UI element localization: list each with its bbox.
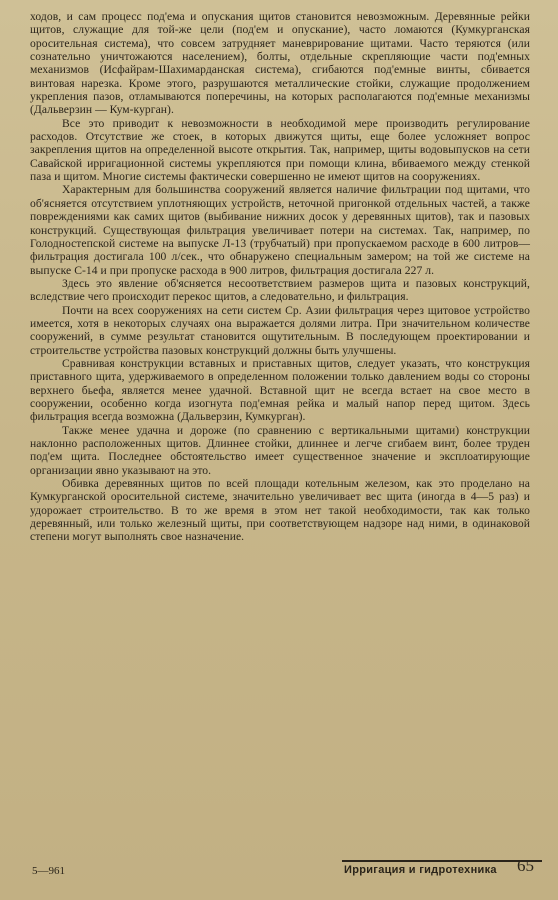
paragraph-4: Здесь это явление об'ясняется несоответствием размеров щита и пазовых конструкций, вследствие чего происходит перекос щитов, а следовательно, и фильтрация.	[30, 276, 530, 304]
paragraph-3: Характерным для большинства сооружений является наличие фильтрации под щитами, что об'ясняется отсутствием уплотняющих устройств, неточной пригонкой отдельных частей, а также повреждениями как самих щитов (выбивание нижних досок у деревянных щитов), так и пазовых конструкций. Существующая фильтрация увеличивает потери на системах. Так, например, по Голодностепской системе на выпуске Л-13 (трубчатый) при пропускаемом расходе в 600 литров—фильтрация достигала 100 л/сек., что обнаружено специальным замером; на той же системе на выпуске С-14 и при пропуске расхода в 900 литров, фильтрация достигала 227 л.	[30, 183, 530, 277]
article-body	[30, 10, 530, 544]
footer-divider	[342, 860, 542, 862]
paragraph-2: Все это приводит к невозможности в необходимой мере производить регулирование расходов. Отсутствие же стоек, в которых движутся щиты, еще более усложняет вопрос закрепления щитов на определенной высоте открытия. Так, например, щиты водовыпусков на сети Савайской ирригационной системы укрепляются при помощи клина, вбиваемого между стенкой паза и щитом. Многие системы фактически совершенно не имеют щитов на сооружениях.	[30, 116, 530, 184]
paragraph-8: Обивка деревянных щитов по всей площади котельным железом, как это проделано на Кумкурганской оросительной системе, значительно увеличивает вес щита (иногда в 4—5 раз) и удорожает строительство. В то же время в этом нет такой необходимости, так как только деревянный, или только железный щиты, при соответствующем надзоре над ними, в одинаковой степени могут выполнять свое назначение.	[30, 477, 530, 544]
paragraph-5: Почти на всех сооружениях на сети систем Ср. Азии фильтрация через щитовое устройство имеется, хотя в некоторых случаях она выражается долями литра. При значительном количестве сооружений, в сумме результат становится ощутительным. В последующем проектировании и строительстве устройства пазовых конструкций должны быть улучшены.	[30, 303, 530, 357]
paragraph-6: Сравнивая конструкции вставных и приставных щитов, следует указать, что конструкция приставного щита, удерживаемого в определенном положении только давлением воды со стороны верхнего бьефа, является менее удачной. Вставной щит не всегда встает на свое место в сооружении, особенно когда изогнута под'емная рейка и малый напор перед щитом. Здесь фильтрация всегда возможна (Дальверзин, Кумкурган).	[30, 356, 530, 424]
paragraph-7: Также менее удачна и дороже (по сравнению с вертикальными щитами) конструкции наклонно расположенных щитов. Длиннее стойки, длиннее и легче сгибаем винт, более труден под'ем щита. Последнее обстоятельство имеет существенное значение и эксплоатирующие организации явно указывают на это.	[30, 423, 530, 477]
page-number: 65	[517, 856, 534, 875]
paragraph-1: ходов, и сам процесс под'ема и опускания щитов становится невозможным. Деревянные рейки щитов, служащие для той-же цели (под'ем и опускание), часто ломаются (Кумкурганская оросительная система), что совсем затрудняет маневрирование щитами. Часто теряются (или сознательно уничтожаются населением), болты, отдельные скрепляющие части под'емных механизмов (Исфайрам-Шахимарданская система), сгибаются под'емные винты, сбивается винтовая нарезка. Кроме этого, разрушаются металлические стойки, служащие продолжением укрепления пазов, отламываются поперечины, на которых располагаются под'емные механизмы (Дальверзин — Кум-курган).	[30, 10, 530, 117]
page-footer	[30, 858, 534, 882]
print-code: 5—961	[32, 865, 65, 877]
journal-title: Ирригация и гидротехника	[344, 864, 497, 876]
